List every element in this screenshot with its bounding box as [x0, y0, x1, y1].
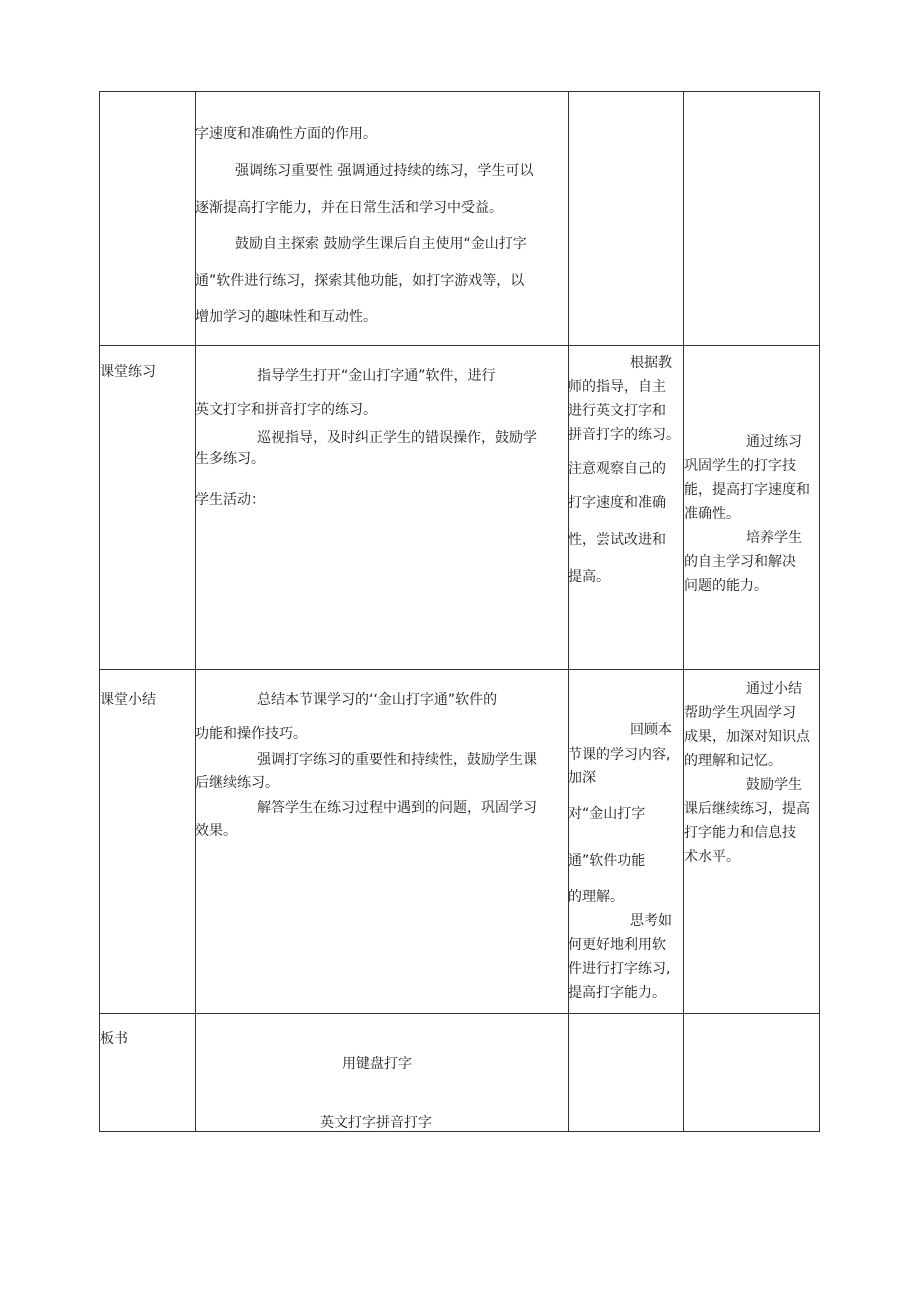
- content-line: 功能和操作技巧。: [195, 726, 307, 742]
- content-line: 师的指导，自主: [568, 379, 666, 395]
- content-line: 巡视指导，及时纠正学生的错误操作，鼓励学: [257, 430, 537, 446]
- content-line: 进行英文打字和: [568, 403, 666, 419]
- content-line: 根据教: [630, 355, 672, 371]
- content-line: 通过练习: [746, 434, 802, 450]
- content-line: 增加学习的趣味性和互动性。: [195, 309, 377, 325]
- content-line: 件进行打字练习,: [568, 961, 671, 977]
- content-line: 培养学生: [746, 530, 802, 546]
- content-line: 加深: [568, 770, 596, 786]
- content-line: 打字速度和准确: [568, 495, 666, 511]
- content-line: 何更好地利用软: [568, 937, 666, 953]
- content-line: 提高。: [568, 569, 610, 585]
- content-line: 学生活动：: [195, 492, 265, 508]
- section-label-summary: 课堂小结: [100, 692, 156, 708]
- content-line: 帮助学生巩固学习: [684, 705, 796, 721]
- content-line: 能，提高打字速度和: [684, 482, 810, 498]
- content-line: 性，尝试改进和: [568, 532, 666, 548]
- content-line: 字速度和准确性方面的作用。: [195, 126, 377, 142]
- content-line: 注意观察自己的: [568, 461, 666, 477]
- content-line: 打字能力和信息技: [684, 825, 796, 841]
- content-line: 通过小结: [746, 681, 802, 697]
- column-divider: [683, 92, 684, 1131]
- content-line: 回顾本: [630, 722, 672, 738]
- content-line: 鼓励自主探索 鼓励学生课后自主使用“金山打字: [235, 236, 527, 252]
- content-line: 生多练习。: [195, 451, 265, 467]
- content-line: 解答学生在练习过程中遇到的问题，巩固学习: [257, 800, 537, 816]
- row-divider: [100, 1013, 819, 1014]
- content-line: 思考如: [630, 913, 672, 929]
- content-line: 准确性。: [684, 506, 740, 522]
- board-items: 英文打字拼音打字: [320, 1115, 432, 1131]
- content-line: 总结本节课学习的‘‘金山打字通”软件的: [257, 692, 498, 708]
- content-line: 节课的学习内容,: [568, 747, 671, 763]
- content-line: 术水平。: [684, 849, 740, 865]
- content-line: 课后继续练习，提高: [684, 801, 810, 817]
- content-line: 巩固学生的打字技: [684, 458, 796, 474]
- content-line: 拼音打字的练习。: [568, 427, 680, 443]
- content-line: 英文打字和拼音打字的练习。: [195, 402, 377, 418]
- content-line: 鼓励学生: [746, 777, 802, 793]
- column-divider: [195, 92, 196, 1131]
- content-line: 效果。: [195, 823, 237, 839]
- row-divider: [100, 345, 819, 346]
- content-line: 后继续练习。: [195, 775, 279, 791]
- content-line: 的理解。: [568, 889, 624, 905]
- content-line: 的自主学习和解决: [684, 554, 796, 570]
- section-label-board: 板书: [100, 1031, 128, 1047]
- board-title: 用键盘打字: [342, 1056, 412, 1072]
- content-line: 通”软件功能: [568, 853, 646, 869]
- content-line: 强调练习重要性 强调通过持续的练习，学生可以: [235, 163, 534, 179]
- content-line: 的理解和记忆。: [684, 753, 782, 769]
- content-line: 提高打字能力。: [568, 985, 666, 1001]
- content-line: 强调打字练习的重要性和持续性，鼓励学生课: [257, 752, 537, 768]
- content-line: 通”软件进行练习，探索其他功能，如打字游戏等，以: [195, 273, 525, 289]
- content-line: 逐渐提高打字能力，并在日常生活和学习中受益。: [195, 200, 503, 216]
- section-label-practice: 课堂练习: [100, 364, 156, 380]
- content-line: 问题的能力。: [684, 578, 768, 594]
- content-line: 成果，加深对知识点: [684, 729, 810, 745]
- content-line: 指导学生打开“金山打字通”软件，进行: [257, 368, 496, 384]
- content-line: 对“金山打字: [568, 806, 646, 822]
- row-divider: [100, 669, 819, 670]
